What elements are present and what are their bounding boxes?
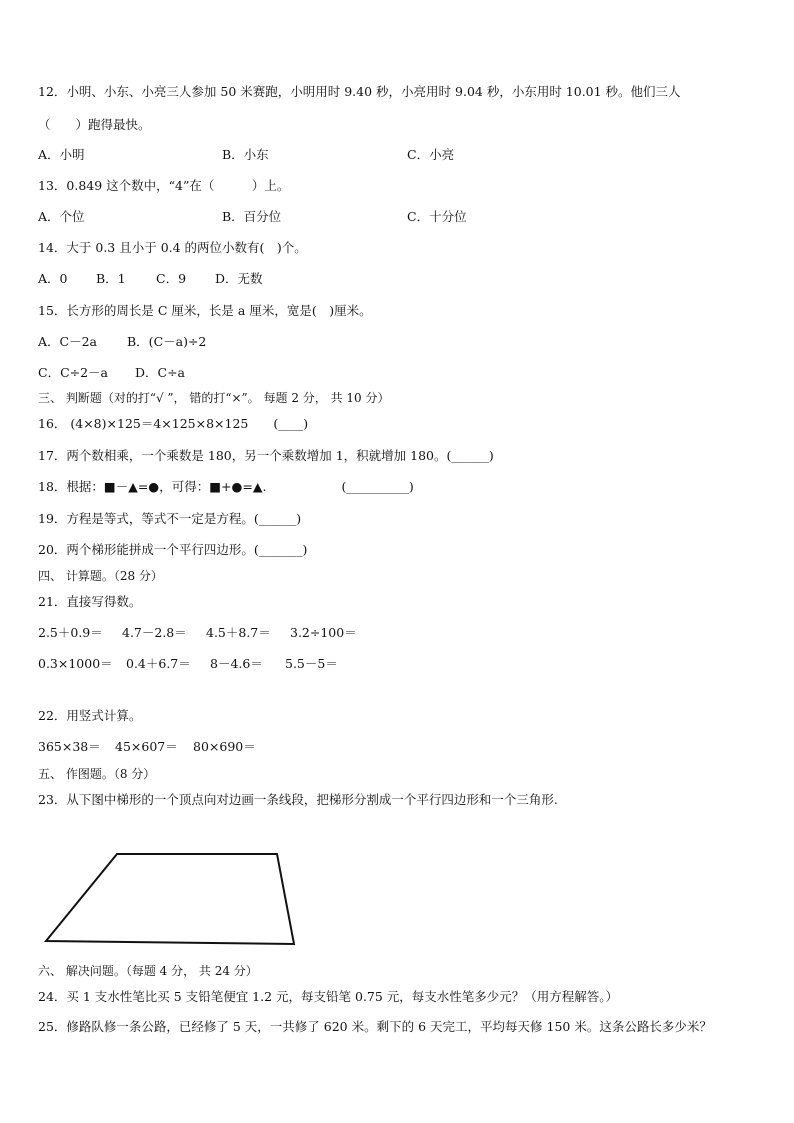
section-5-heading: 五、 作图题。（8 分） bbox=[38, 767, 156, 781]
question-23: 23．从下图中梯形的一个顶点向对边画一条线段，把梯形分割成一个平行四边形和一个三角形. bbox=[38, 792, 558, 807]
q12-option-a: A．小明 bbox=[38, 147, 85, 162]
question-13: 13．0.849 这个数中，“4”在（ ）上。 bbox=[38, 178, 290, 193]
question-12-line2: （ ）跑得最快。 bbox=[38, 117, 151, 132]
q12-option-c: C．小亮 bbox=[407, 147, 455, 162]
question-20: 20．两个梯形能拼成一个平行四边形。(_______) bbox=[38, 542, 308, 557]
question-18: 18．根据：■－▲=●，可得：■+●=▲. (__________) bbox=[38, 479, 414, 494]
question-21: 21．直接写得数。 bbox=[38, 594, 142, 609]
q21-expr: 5.5－5＝ bbox=[285, 656, 338, 671]
q14-option-b: B．1 bbox=[96, 271, 126, 286]
question-25: 25．修路队修一条公路，已经修了 5 天，一共修了 620 米。剩下的 6 天完工，平均每天修 150 米。这条公路长多少米？ bbox=[38, 1019, 712, 1034]
q21-expr: 8－4.6＝ bbox=[210, 656, 263, 671]
q13-option-b: B．百分位 bbox=[222, 209, 282, 224]
q15-option-a: A．C－2a bbox=[38, 334, 97, 349]
trapezoid-figure bbox=[38, 845, 303, 950]
q21-expr: 0.4＋6.7＝ bbox=[126, 656, 191, 671]
q22-expr: 45×607＝ bbox=[115, 739, 178, 754]
trapezoid-shape bbox=[46, 854, 294, 944]
q15-option-d: D．C÷a bbox=[135, 365, 186, 380]
question-22: 22．用竖式计算。 bbox=[38, 708, 142, 723]
q21-expr: 4.7－2.8＝ bbox=[122, 625, 187, 640]
question-15: 15．长方形的周长是 C 厘米，长是 a 厘米，宽是( )厘米。 bbox=[38, 303, 372, 318]
q22-expr: 365×38＝ bbox=[38, 739, 101, 754]
question-12-line1: 12．小明、小东、小亮三人参加 50 米赛跑，小明用时 9.40 秒，小亮用时 9.04 秒，小东用时 10.01 秒。他们三人 bbox=[38, 84, 681, 99]
q21-expr: 3.2÷100＝ bbox=[290, 625, 357, 640]
q15-option-c: C．C÷2－a bbox=[38, 365, 109, 380]
section-3-heading: 三、 判断题（对的打“√ ”， 错的打“×”。 每题 2 分， 共 10 分） bbox=[38, 391, 390, 405]
q12-option-b: B．小东 bbox=[222, 147, 269, 162]
q22-expr: 80×690＝ bbox=[193, 739, 256, 754]
q14-option-c: C．9 bbox=[156, 271, 187, 286]
question-24: 24．买 1 支水性笔比买 5 支铅笔便宜 1.2 元，每支铅笔 0.75 元，每支水性笔多少元？（用方程解答。） bbox=[38, 989, 619, 1004]
q13-option-c: C．十分位 bbox=[407, 209, 467, 224]
q14-option-a: A．0 bbox=[38, 271, 68, 286]
q21-expr: 2.5＋0.9＝ bbox=[38, 625, 103, 640]
q14-option-d: D．无数 bbox=[215, 271, 263, 286]
question-16: 16． (4×8)×125＝4×125×8×125 (____) bbox=[38, 416, 309, 431]
q21-expr: 4.5＋8.7＝ bbox=[206, 625, 271, 640]
q15-option-b: B．(C－a)÷2 bbox=[127, 334, 207, 349]
question-17: 17．两个数相乘，一个乘数是 180，另一个乘数增加 1，积就增加 180。(______) bbox=[38, 448, 494, 463]
question-19: 19．方程是等式，等式不一定是方程。(______) bbox=[38, 511, 302, 526]
section-4-heading: 四、 计算题。（28 分） bbox=[38, 569, 163, 583]
q21-expr: 0.3×1000＝ bbox=[38, 656, 113, 671]
question-14: 14．大于 0.3 且小于 0.4 的两位小数有( )个。 bbox=[38, 240, 307, 255]
section-6-heading: 六、 解决问题。（每题 4 分， 共 24 分） bbox=[38, 964, 258, 978]
q13-option-a: A．个位 bbox=[38, 209, 85, 224]
